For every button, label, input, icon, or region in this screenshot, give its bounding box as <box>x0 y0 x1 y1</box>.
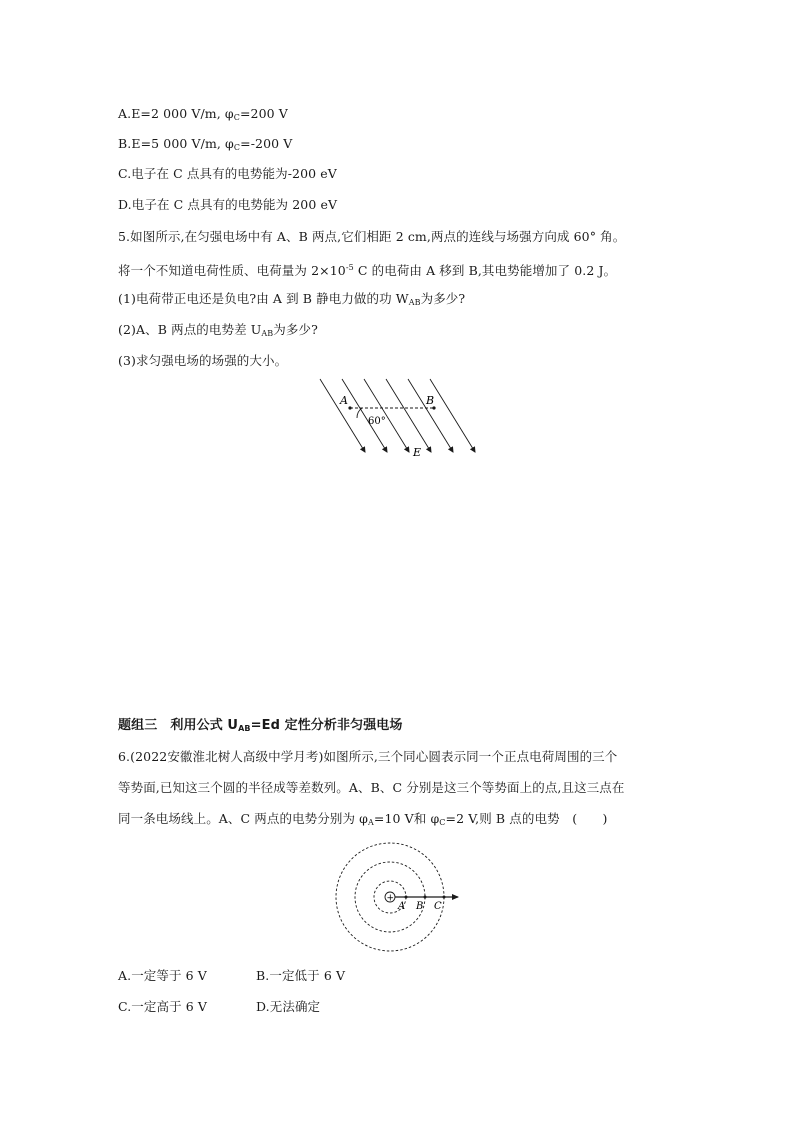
q4-option-b-sub: C <box>233 143 241 152</box>
q6-line-3-post: =2 V,则 B 点的电势 ( ) <box>445 811 608 826</box>
q5-sub-1-post: 为多少? <box>420 291 466 306</box>
q5-sub-1 <box>118 291 465 311</box>
q6-line-2: 等势面,已知这三个圆的半径成等差数列。A、B、C 分别是这三个等势面上的点,且这三点在 <box>118 780 625 795</box>
point-c <box>443 896 446 899</box>
label-b: B <box>416 901 424 912</box>
q4-option-a <box>118 106 288 126</box>
q6-options-row-1 <box>118 968 345 984</box>
label-c: C <box>434 901 442 912</box>
q6-equipotential-figure <box>330 840 460 955</box>
q6-options-row-2 <box>118 999 320 1015</box>
q5-sub-1-pre: (1)电荷带正电还是负电?由 A 到 B 静电力做的功 W <box>118 291 409 306</box>
q6-line-3-sub-a: A <box>368 818 374 827</box>
q4-option-a-text: A.E=2 000 V/m, φ <box>118 106 234 121</box>
q5-sub-2-sub: AB <box>261 329 274 338</box>
q5-sub-2-pre: (2)A、B 两点的电势差 U <box>118 322 262 337</box>
q4-option-a-sub: C <box>233 113 240 122</box>
label-angle: 60° <box>368 416 386 427</box>
q5-line-2 <box>118 260 616 279</box>
point-a <box>405 896 408 899</box>
q4-option-b-text: B.E=5 000 V/m, φ <box>118 136 234 151</box>
q5-line-2-sup: -5 <box>345 263 354 272</box>
q6-line-1: 6.(2022安徽淮北树人高级中学月考)如图所示,三个同心圆表示同一个正点电荷周围的三个 <box>118 749 618 764</box>
point-a <box>348 406 351 409</box>
group-3-heading-pre: 题组三 利用公式 U <box>118 718 239 733</box>
q5-sub-2-post: 为多少? <box>273 322 318 337</box>
q4-option-a-post: =200 V <box>239 106 288 121</box>
q6-line-3-pre: 同一条电场线上。A、C 两点的电势分别为 φ <box>118 811 368 826</box>
q4-option-b-post: =-200 V <box>240 136 293 151</box>
q5-sub-3: (3)求匀强电场的场强的大小。 <box>118 353 288 368</box>
q5-line-2-post: C 的电荷由 A 移到 B,其电势能增加了 0.2 J。 <box>353 263 617 278</box>
group-3-heading <box>118 718 403 737</box>
field-line-4 <box>386 379 431 452</box>
label-a: A <box>398 901 406 912</box>
q5-sub-2 <box>118 322 318 342</box>
q6-line-3-sub-c: C <box>439 818 446 827</box>
field-line-1 <box>320 379 365 452</box>
label-b: B <box>426 394 435 407</box>
q5-line-2-pre: 将一个不知道电荷性质、电荷量为 2×10 <box>118 263 346 278</box>
q5-field-figure <box>310 374 480 460</box>
field-line-6 <box>430 379 475 452</box>
q6-option-b: B.一定低于 6 V <box>256 968 346 983</box>
q6-option-a: A.一定等于 6 V <box>118 968 207 983</box>
q4-option-d: D.电子在 C 点具有的电势能为 200 eV <box>118 197 338 212</box>
q6-line-3-mid: =10 V和 φ <box>373 811 440 826</box>
q6-line-3 <box>118 811 607 831</box>
label-e: E <box>413 446 422 459</box>
q5-line-1: 5.如图所示,在匀强电场中有 A、B 两点,它们相距 2 cm,两点的连线与场强方向成 60° 角。 <box>118 229 626 244</box>
q4-option-c: C.电子在 C 点具有的电势能为-200 eV <box>118 166 337 181</box>
q4-option-b <box>118 136 292 156</box>
group-3-heading-sub: AB <box>238 724 251 733</box>
field-line-5 <box>408 379 453 452</box>
label-a: A <box>340 394 348 407</box>
point-b <box>424 896 427 899</box>
q6-option-c: C.一定高于 6 V <box>118 999 208 1014</box>
group-3-heading-post: =Ed 定性分析非匀强电场 <box>250 718 403 733</box>
q5-sub-1-sub: AB <box>408 298 421 307</box>
q6-option-d: D.无法确定 <box>256 999 321 1014</box>
charge-sign: + <box>386 893 395 904</box>
